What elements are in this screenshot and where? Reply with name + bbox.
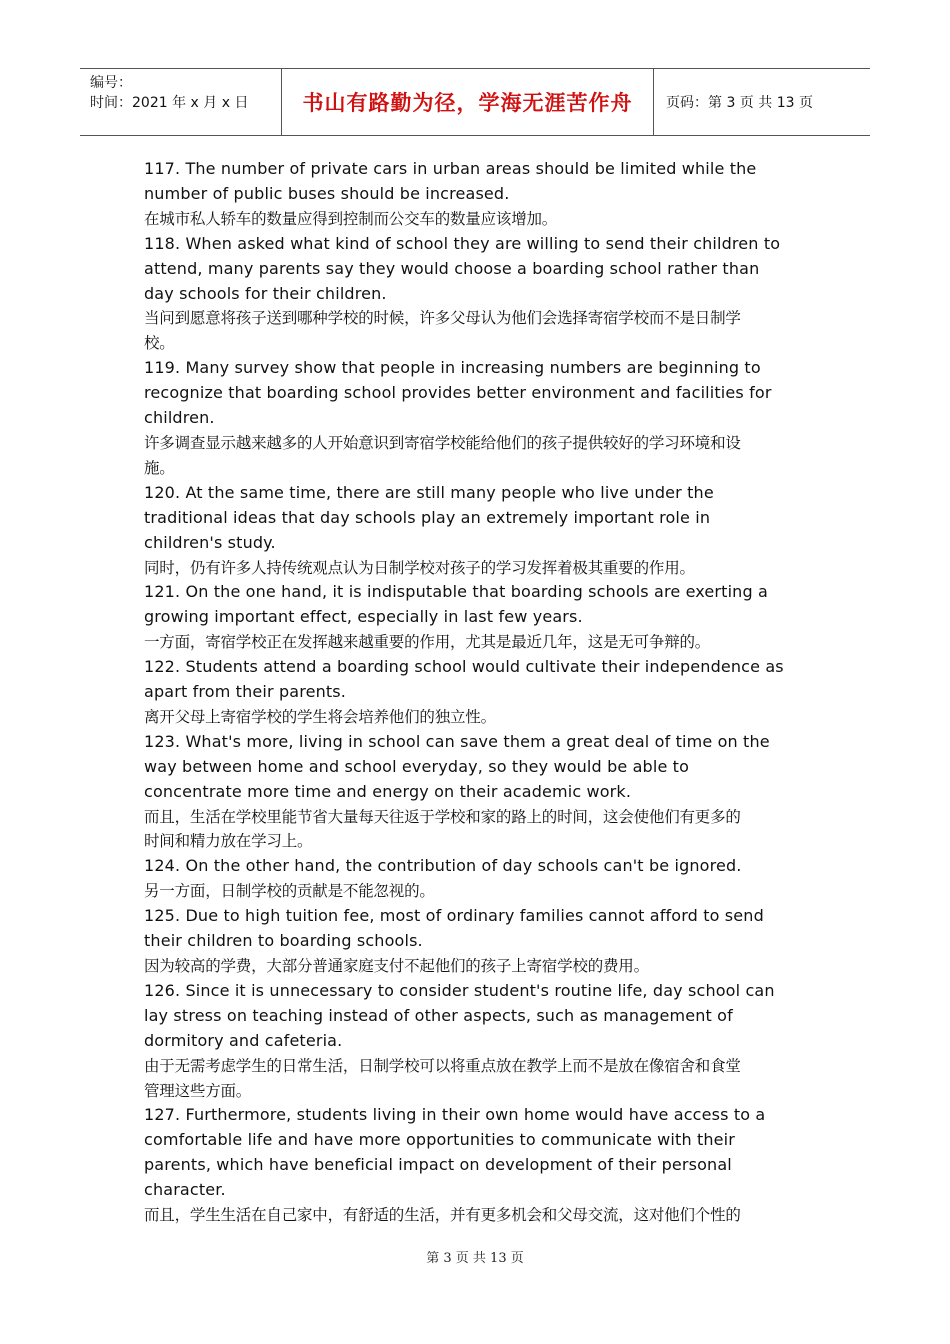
- number-label: 编号：: [90, 75, 132, 91]
- english-text-line: their children to boarding schools.: [144, 931, 423, 951]
- english-text-line: 123. What's more, living in school can save them a great deal of time on the: [144, 731, 770, 751]
- english-text-line: 118. When asked what kind of school they are willing to send their children to: [144, 233, 781, 253]
- chinese-text-line: 管理这些方面。: [144, 1081, 252, 1100]
- english-text-line: 120. At the same time, there are still many people who live under the: [144, 482, 714, 502]
- page-footer: 第 3 页 共 13 页: [426, 1251, 524, 1266]
- english-text-line: character.: [144, 1180, 226, 1200]
- english-text-line: concentrate more time and energy on their academic work.: [144, 781, 632, 801]
- chinese-text-line: 另一方面，日制学校的贡献是不能忽视的。: [144, 882, 435, 901]
- english-text-line: 122. Students attend a boarding school would cultivate their independence as: [144, 657, 784, 677]
- english-text-line: children.: [144, 408, 215, 428]
- english-text-line: number of public buses should be increased.: [144, 183, 510, 203]
- header-page-info: 页码：第 3 页 共 13 页: [666, 95, 813, 111]
- header-meta: [80, 69, 281, 135]
- english-text-line: day schools for their children.: [144, 283, 387, 303]
- english-text-line: 119. Many survey show that people in increasing numbers are beginning to: [144, 358, 761, 378]
- english-text-line: 126. Since it is unnecessary to consider student's routine life, day school can: [144, 980, 775, 1000]
- chinese-text-line: 时间和精力放在学习上。: [144, 832, 313, 851]
- english-text-line: comfortable life and have more opportunities to communicate with their: [144, 1130, 735, 1150]
- time-label: 时间：2021 年 x 月 x 日: [90, 95, 249, 111]
- english-text-line: 124. On the other hand, the contribution of day schools can't be ignored.: [144, 856, 742, 876]
- chinese-text-line: 因为较高的学费，大部分普通家庭支付不起他们的孩子上寄宿学校的费用。: [144, 957, 649, 975]
- chinese-text-line: 在城市私人轿车的数量应得到控制而公交车的数量应该增加。: [144, 209, 558, 228]
- chinese-text-line: 同时，仍有许多人持传统观点认为日制学校对孩子的学习发挥着极其重要的作用。: [144, 558, 695, 577]
- page-header: [80, 68, 870, 136]
- chinese-text-line: 而且，生活在学校里能节省大量每天往返于学校和家的路上的时间，这会使他们有更多的: [144, 807, 741, 826]
- english-text-line: 127. Furthermore, students living in their own home would have access to a: [144, 1105, 766, 1125]
- chinese-text-line: 离开父母上寄宿学校的学生将会培养他们的独立性。: [144, 707, 496, 726]
- chinese-text-line: 由于无需考虑学生的日常生活，日制学校可以将重点放在教学上而不是放在像宿舍和食堂: [144, 1056, 741, 1075]
- english-text-line: way between home and school everyday, so they would be able to: [144, 756, 690, 776]
- english-text-line: 125. Due to high tuition fee, most of ordinary families cannot afford to send: [144, 906, 764, 926]
- chinese-text-line: 施。: [144, 458, 175, 477]
- chinese-text-line: 一方面，寄宿学校正在发挥越来越重要的作用，尤其是最近几年，这是无可争辩的。: [144, 633, 711, 652]
- english-text-line: lay stress on teaching instead of other aspects, such as management of: [144, 1005, 733, 1025]
- english-text-line: growing important effect, especially in last few years.: [144, 607, 583, 627]
- english-text-line: dormitory and cafeteria.: [144, 1030, 343, 1050]
- english-text-line: 117. The number of private cars in urban areas should be limited while the: [144, 159, 757, 178]
- chinese-text-line: 当问到愿意将孩子送到哪种学校的时候，许多父母认为他们会选择寄宿学校而不是日制学: [144, 309, 741, 328]
- chinese-text-line: 而且，学生生活在自己家中，有舒适的生活，并有更多机会和父母交流，这对他们个性的: [144, 1206, 741, 1225]
- document-body: [144, 157, 814, 1228]
- english-text-line: attend, many parents say they would choose a boarding school rather than: [144, 258, 760, 278]
- chinese-text-line: 许多调查显示越来越多的人开始意识到寄宿学校能给他们的孩子提供较好的学习环境和设: [144, 433, 741, 452]
- english-text-line: apart from their parents.: [144, 682, 347, 702]
- header-motto: 书山有路勤为径，学海无涯苦作舟: [281, 69, 654, 135]
- english-text-line: traditional ideas that day schools play an extremely important role in: [144, 507, 711, 527]
- english-text-line: 121. On the one hand, it is indisputable that boarding schools are exerting a: [144, 582, 768, 602]
- chinese-text-line: 校。: [144, 334, 175, 353]
- english-text-line: children's study.: [144, 532, 276, 552]
- english-text-line: recognize that boarding school provides better environment and facilities for: [144, 383, 772, 403]
- english-text-line: parents, which have beneficial impact on development of their personal: [144, 1155, 732, 1175]
